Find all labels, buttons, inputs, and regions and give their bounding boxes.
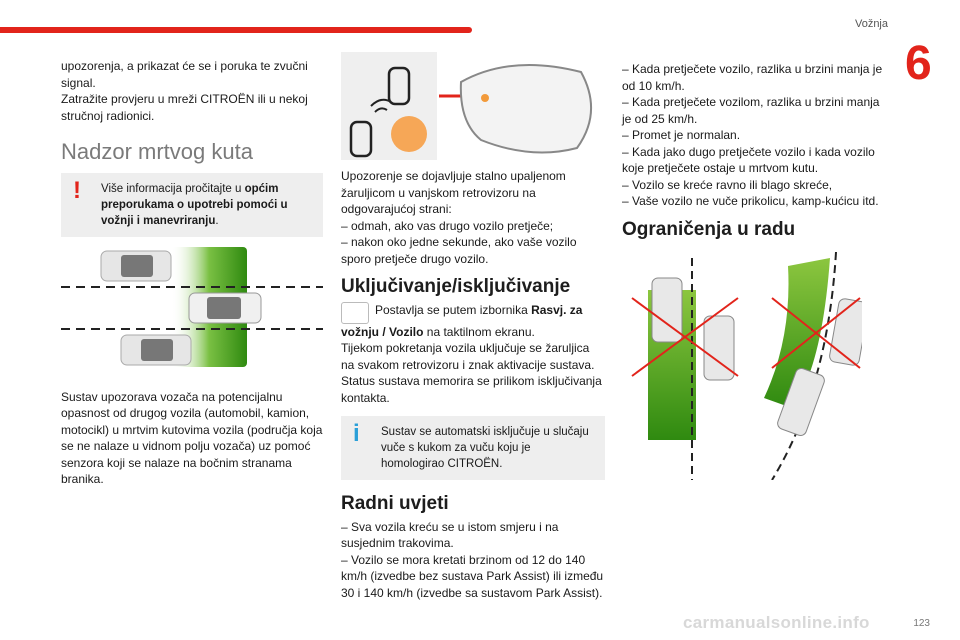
heading-limits: Ograničenja u radu: [622, 218, 796, 240]
intro-text: upozorenja, a prikazat će se i poruka te zvučni signal.: [61, 59, 308, 90]
warning-lamp-icon: [391, 116, 427, 152]
column-3: [622, 61, 892, 480]
exclamation-icon: !: [73, 176, 81, 204]
condition-1: – Sva vozila kreću se u istom smjeru i na susjednim trakovima.: [341, 519, 559, 550]
top-accent-bar: [0, 27, 472, 33]
mirror-glass: [461, 65, 591, 153]
section-title: Vožnja: [854, 18, 888, 30]
limit-6: – Vaše vozilo ne vuče prikolicu, kamp-kućicu itd.: [622, 194, 879, 208]
system-description: Sustav upozorava vozača na potencijalnu opasnost od drugog vozila (automobil, kamion, motocikl) u mrtvim kutovima vozila (područja koja se ne nalaze u vidnom polju vozača) uz pomoć senzora koji se nalaze na bočnim stranama branika.: [61, 389, 323, 486]
limits-illustration: [622, 248, 862, 480]
blind-spot-illustration: [61, 245, 323, 375]
intro-text-2: Zatražite provjeru u mreži CITROËN ili u nekoj stručnoj radionici.: [61, 92, 308, 123]
mirror-condition-1: – odmah, ako vas drugo vozilo pretječe;: [341, 218, 554, 233]
heading-conditions: Radni uvjeti: [341, 493, 449, 514]
limit-3: – Promet je normalan.: [622, 128, 741, 142]
mirror-figure: [341, 52, 605, 160]
limit-1: – Kada pretječete vozilo, razlika u brzini manja je od 10 km/h.: [622, 62, 883, 93]
menu-instruction: Postavlja se putem izbornika Rasvj. za vožnju / Vozilo na taktilnom ekranu.: [341, 302, 583, 339]
column-1: [61, 58, 323, 488]
car-middle: [189, 293, 261, 323]
info-icon: i: [353, 420, 360, 447]
car-bottom: [121, 335, 191, 365]
car-settings-icon: [341, 302, 369, 324]
mirror-condition-2: – nakon oko jedne sekunde, ako vaše vozilo sporo pretječe drugo vozilo.: [341, 235, 577, 266]
info-note: i Sustav se automatski isključuje u slučaju vuče s kukom za vuču koju je homologirao CITROËN.: [341, 416, 605, 480]
limits-figure: [622, 248, 892, 480]
mirror-illustration: [341, 52, 603, 160]
limit-2: – Kada pretječete vozilom, razlika u brzini manja je od 25 km/h.: [622, 95, 880, 126]
limit-5: – Vozilo se kreće ravno ili blago skreće,: [622, 177, 833, 192]
on-off-body: Tijekom pokretanja vozila uključuje se žaruljica na svakom retrovizoru i znak aktivacije sustava. Status sustava memorira se prilikom isključivanja kontakta.: [341, 341, 602, 405]
blind-spot-figure: [61, 245, 323, 375]
car-top: [101, 251, 171, 281]
watermark: carmanualsonline.info: [683, 613, 870, 632]
page-number: 123: [913, 618, 930, 629]
warning-note: ! Više informacija pročitajte u općim preporukama o upotrebi pomoći u vožnji i manevriranju.: [61, 173, 323, 237]
column-2: [341, 52, 605, 601]
limit-4: – Kada jako dugo pretječete vozilo i kada vozilo koje pretječete ostaje u mrtvom kutu.: [622, 144, 875, 175]
chapter-number: 6: [905, 37, 932, 90]
mirror-indicator-icon: [481, 94, 489, 102]
condition-2: – Vozilo se mora kretati brzinom od 12 do 140 km/h (izvedbe bez sustava Park Assist) ili između 30 i 140 km/h (izvedbe sa sustavom Park Assist).: [341, 552, 604, 600]
heading-blind-spot: Nadzor mrtvog kuta: [61, 139, 253, 164]
mirror-text: Upozorenje se dojavljuje stalno upaljenom žaruljicom u vanjskom retrovizoru na odgovarajućoj strani:: [341, 169, 566, 216]
heading-on-off: Uključivanje/isključivanje: [341, 276, 571, 297]
